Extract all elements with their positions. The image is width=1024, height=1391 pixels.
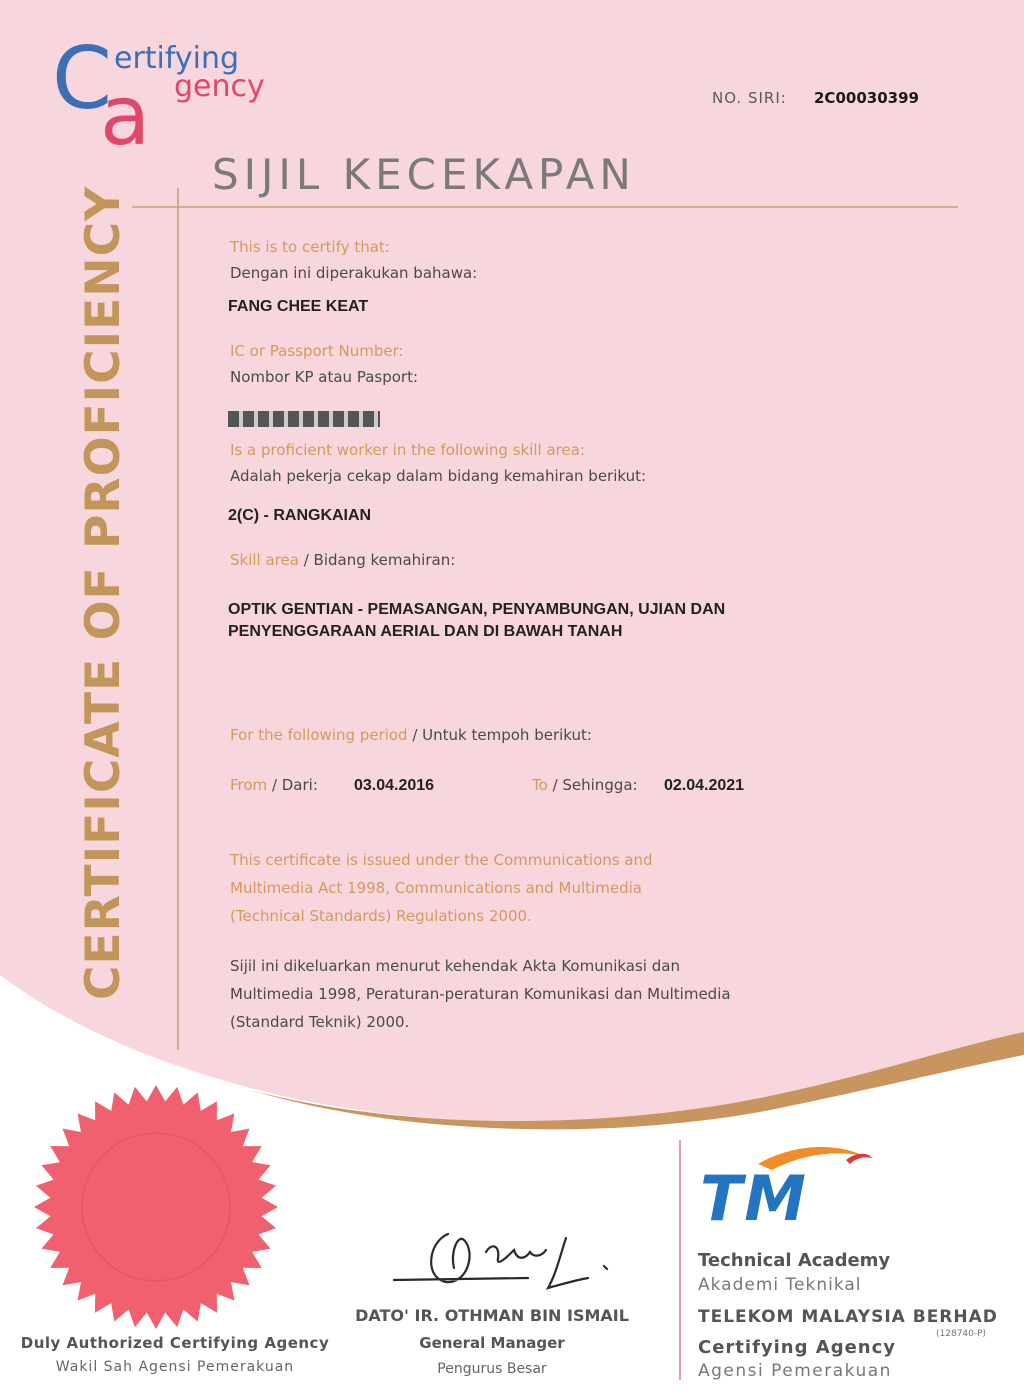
- seal-caption-bm: Wakil Sah Agensi Pemerakuan: [55, 1359, 295, 1375]
- ic-label-bm: Nombor KP atau Pasport:: [230, 368, 419, 386]
- ic-number-redacted: [228, 411, 380, 427]
- to-label-en: To: [532, 776, 548, 794]
- logo-letter-c: C: [52, 29, 113, 129]
- agency-en: Certifying Agency: [698, 1337, 897, 1358]
- holder-label-en: This is to certify that:: [230, 238, 390, 256]
- certifying-agency-logo: [48, 28, 288, 156]
- academy-bm: Akademi Teknikal: [698, 1275, 862, 1295]
- seal-caption-en: Duly Authorized Certifying Agency: [20, 1334, 330, 1352]
- signer-name: DATO' IR. OTHMAN BIN ISMAIL: [355, 1306, 629, 1325]
- to-label: [532, 775, 638, 794]
- logo-word-agency: gency: [174, 69, 265, 104]
- academy-en: Technical Academy: [698, 1250, 891, 1271]
- logo-word-certifying: ertifying: [114, 41, 240, 76]
- skill-area-line-1: OPTIK GENTIAN - PEMASANGAN, PENYAMBUNGAN, UJIAN DAN: [228, 601, 726, 618]
- notice-bm-line-2: Multimedia 1998, Peraturan-peraturan Komunikasi dan Multimedia: [230, 985, 731, 1003]
- from-date: 03.04.2016: [354, 777, 435, 794]
- tm-logo: [696, 1142, 886, 1232]
- skill-label-bm: Adalah pekerja cekap dalam bidang kemahiran berikut:: [230, 467, 647, 485]
- period-label: [230, 725, 592, 744]
- holder-label-bm: Dengan ini diperakukan bahawa:: [230, 264, 478, 282]
- period-label-en: For the following period: [230, 726, 408, 744]
- certificate-title: SIJIL KECEKAPAN: [212, 150, 636, 199]
- logo-letter-a: a: [100, 69, 151, 156]
- skill-area-label-bm: / Bidang kemahiran:: [298, 551, 456, 569]
- signature-image: [388, 1222, 638, 1302]
- notice-en-line-1: This certificate is issued under the Communications and: [230, 851, 653, 869]
- agency-bm: Agensi Pemerakuan: [698, 1361, 892, 1381]
- skill-area-line-2: PENYENGGARAAN AERIAL DAN DI BAWAH TANAH: [228, 623, 623, 640]
- holder-name: FANG CHEE KEAT: [228, 298, 369, 315]
- serial-number: 2C00030399: [814, 89, 919, 107]
- signer-title-bm: Pengurus Besar: [437, 1361, 547, 1377]
- skill-area-label: [230, 550, 455, 569]
- red-seal-icon: [26, 1082, 286, 1332]
- company-number: (128740-P): [936, 1329, 987, 1339]
- from-label: [230, 775, 318, 794]
- to-date: 02.04.2021: [664, 777, 745, 794]
- notice-en-line-2: Multimedia Act 1998, Communications and Multimedia: [230, 879, 642, 897]
- tm-logo-text: TM: [700, 1162, 808, 1232]
- vertical-title: CERTIFICATE OF PROFICIENCY: [76, 185, 131, 1000]
- period-label-bm: / Untuk tempoh berikut:: [407, 726, 592, 744]
- ic-label-en: IC or Passport Number:: [230, 342, 404, 360]
- skill-value: 2(C) - RANGKAIAN: [228, 507, 372, 524]
- from-label-en: From: [230, 776, 268, 794]
- skill-area-label-en: Skill area: [230, 551, 299, 569]
- to-label-bm: / Sehingga:: [547, 776, 638, 794]
- company-name: TELEKOM MALAYSIA BERHAD: [698, 1307, 998, 1327]
- serial-label: NO. SIRI:: [712, 89, 787, 107]
- notice-bm-line-1: Sijil ini dikeluarkan menurut kehendak Akta Komunikasi dan: [230, 957, 680, 975]
- notice-en-line-3: (Technical Standards) Regulations 2000.: [230, 907, 532, 925]
- signer-title-en: General Manager: [419, 1334, 565, 1352]
- skill-label-en: Is a proficient worker in the following skill area:: [230, 441, 585, 459]
- notice-bm-line-3: (Standard Teknik) 2000.: [230, 1013, 410, 1031]
- from-label-bm: / Dari:: [267, 776, 318, 794]
